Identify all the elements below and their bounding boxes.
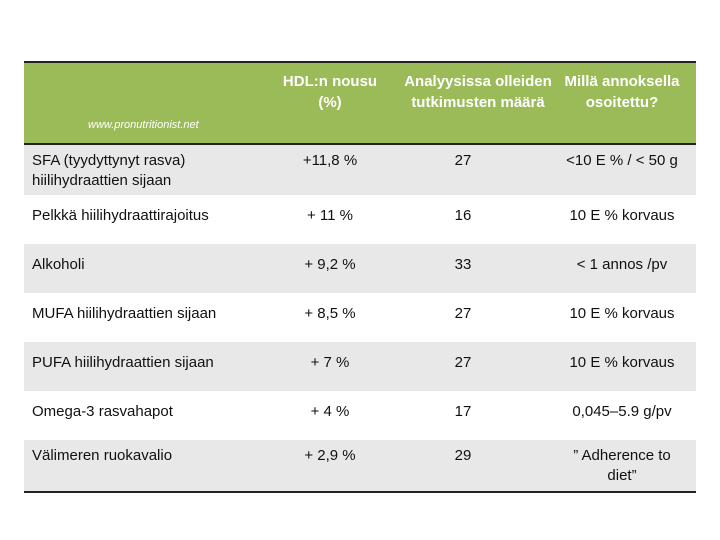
table-row [24, 391, 696, 440]
hdl-cell: + 8,5 % [304, 305, 356, 322]
table-row [24, 145, 696, 195]
dose-cell: 10 E % korvaus [569, 305, 675, 322]
comparison-table [24, 61, 696, 493]
hdl-cell: + 4 % [310, 403, 350, 420]
dose-cell: <10 E % / < 50 g [566, 152, 678, 169]
diet-cell: Pelkkä hiilihydraattirajoitus [32, 207, 209, 224]
studies-cell: 16 [454, 207, 472, 224]
table-header [24, 63, 696, 145]
studies-cell: 17 [454, 403, 472, 420]
studies-cell: 27 [454, 152, 472, 169]
studies-cell: 27 [454, 354, 472, 371]
studies-cell: 27 [454, 305, 472, 322]
header-dose: Millä annoksella osoitettu? [564, 73, 680, 111]
hdl-cell: + 2,9 % [304, 447, 356, 464]
hdl-cell: + 9,2 % [304, 256, 356, 273]
dose-cell: 10 E % korvaus [569, 207, 675, 224]
studies-cell: 33 [454, 256, 472, 273]
diet-cell: Välimeren ruokavalio [32, 447, 173, 464]
table-row [24, 195, 696, 244]
dose-cell: ” Adherence to diet” [573, 447, 671, 484]
table-row [24, 244, 696, 293]
hdl-cell: +11,8 % [302, 152, 358, 169]
table-row [24, 440, 696, 491]
table-row [24, 342, 696, 391]
header-hdl-increase: HDL:n nousu (%) [282, 73, 378, 111]
studies-cell: 29 [454, 447, 472, 464]
dose-cell: 10 E % korvaus [569, 354, 675, 371]
source-url: www.pronutritionist.net [88, 119, 199, 131]
diet-cell: PUFA hiilihydraattien sijaan [32, 354, 214, 371]
diet-cell: Omega-3 rasvahapot [32, 403, 173, 420]
dose-cell: 0,045–5.9 g/pv [572, 403, 672, 420]
diet-cell: Alkoholi [32, 256, 85, 273]
diet-cell: MUFA hiilihydraattien sijaan [32, 305, 217, 322]
diet-cell: SFA (tyydyttynyt rasva) hiilihydraattien sijaan [32, 152, 186, 189]
dose-cell: < 1 annos /pv [576, 256, 668, 273]
hdl-cell: + 7 % [310, 354, 350, 371]
table-row [24, 293, 696, 342]
hdl-cell: + 11 % [306, 207, 353, 224]
header-study-count: Analyysissa olleiden tutkimusten määrä [404, 73, 552, 111]
